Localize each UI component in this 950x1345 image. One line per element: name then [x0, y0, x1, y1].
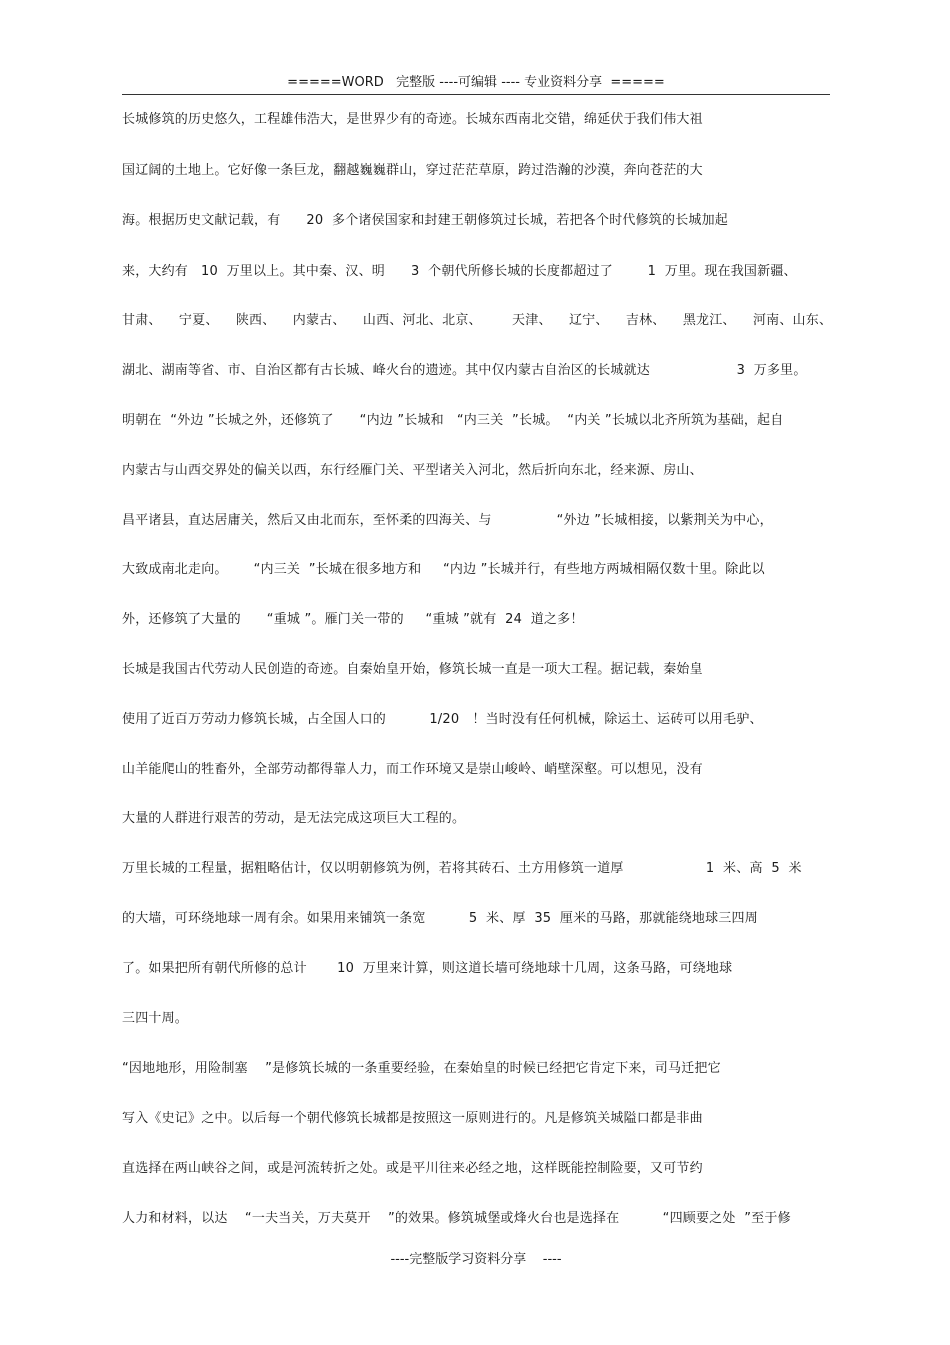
body-line-15: 大量的人群进行艰苦的劳动，是无法完成这项巨大工程的。: [122, 811, 466, 826]
body-line-6: 湖北、湖南等省、市、自治区都有古长城、峰火台的遗迹。其中仅内蒙古自治区的长城就达 3 万多里。: [122, 363, 807, 378]
body-line-10: 大致成南北走向。 “内三关 ”长城在很多地方和 “内边 ”长城并行，有些地方两城相隔仅数十里。除此以: [122, 562, 765, 577]
body-line-1: 长城修筑的历史悠久，工程雄伟浩大，是世界少有的奇迹。长城东西南北交错，绵延伏于我们伟大祖: [122, 112, 703, 127]
body-line-12: 长城是我国古代劳动人民创造的奇迹。自秦始皇开始，修筑长城一直是一项大工程。据记载，秦始皇: [122, 662, 703, 677]
header-divider: [122, 94, 830, 95]
body-line-13: 使用了近百万劳动力修筑长城，占全国人口的 1/20 ！当时没有任何机械，除运土、运砖可以用毛驴、: [122, 712, 763, 727]
body-line-19: 三四十周。: [122, 1011, 189, 1026]
body-line-22: 直选择在两山峡谷之间，或是河流转折之处。或是平川往来必经之地，这样既能控制险要，又可节约: [122, 1161, 703, 1176]
body-line-21: 写入《史记》之中。以后每一个朝代修筑长城都是按照这一原则进行的。凡是修筑关城隘口都是非曲: [122, 1111, 703, 1126]
body-line-7: 明朝在 “外边 ”长城之外，还修筑了 “内边 ”长城和 “内三关 ”长城。 “内关 ”长城以北齐所筑为基础，起自: [122, 413, 784, 428]
body-line-3: 海。根据历史文献记载，有 20 多个诸侯国家和封建王朝修筑过长城，若把各个时代修筑的长城加起: [122, 213, 729, 228]
body-line-17: 的大墙，可环绕地球一周有余。如果用来铺筑一条宽 5 米、厚 35 厘米的马路，那就能绕地球三四周: [122, 911, 758, 926]
body-line-16: 万里长城的工程量，据粗略估计，仅以明朝修筑为例，若将其砖石、土方用修筑一道厚 1 米、高 5 米: [122, 861, 802, 876]
body-line-14: 山羊能爬山的牲畜外，全部劳动都得靠人力，而工作环境又是崇山峻岭、峭壁深壑。可以想见，没有: [122, 762, 703, 777]
body-line-11: 外，还修筑了大量的 “重城 ”。雁门关一带的 “重城 ”就有 24 道之多！: [122, 612, 584, 627]
body-line-2: 国辽阔的土地上。它好像一条巨龙，翻越巍巍群山，穿过茫茫草原，跨过浩瀚的沙漠，奔向苍茫的大: [122, 163, 703, 178]
page-header: =====WORD 完整版 ----可编辑 ---- 专业资料分享 =====: [287, 75, 665, 90]
body-line-4: 来，大约有 10 万里以上。其中秦、汉、明 3 个朝代所修长城的长度都超过了 1 万里。现在我国新疆、: [122, 264, 797, 279]
page-footer: ----完整版学习资料分享 ----: [390, 1252, 562, 1267]
body-line-18: 了。如果把所有朝代所修的总计 10 万里来计算，则这道长墙可绕地球十几周，这条马路，可绕地球: [122, 961, 733, 976]
body-line-5: 甘肃、 宁夏、 陕西、 内蒙古、 山西、河北、北京、 天津、 辽宁、 吉林、 黑龙江、 河南、山东、: [122, 313, 833, 328]
body-line-23: 人力和材料，以达 “一夫当关，万夫莫开 ”的效果。修筑城堡或烽火台也是选择在 “四顾要之处 ”至于修: [122, 1211, 791, 1226]
body-line-8: 内蒙古与山西交界处的偏关以西，东行经雁门关、平型诸关入河北，然后折向东北，经来源、房山、: [122, 463, 703, 478]
body-line-9: 昌平诸县，直达居庸关，然后又由北而东，至怀柔的四海关、与 “外边 ”长城相接，以紫荆关为中心，: [122, 513, 773, 528]
body-line-20: “因地地形，用险制塞 ”是修筑长城的一条重要经验，在秦始皇的时候已经把它肯定下来，司马迁把它: [122, 1061, 721, 1076]
